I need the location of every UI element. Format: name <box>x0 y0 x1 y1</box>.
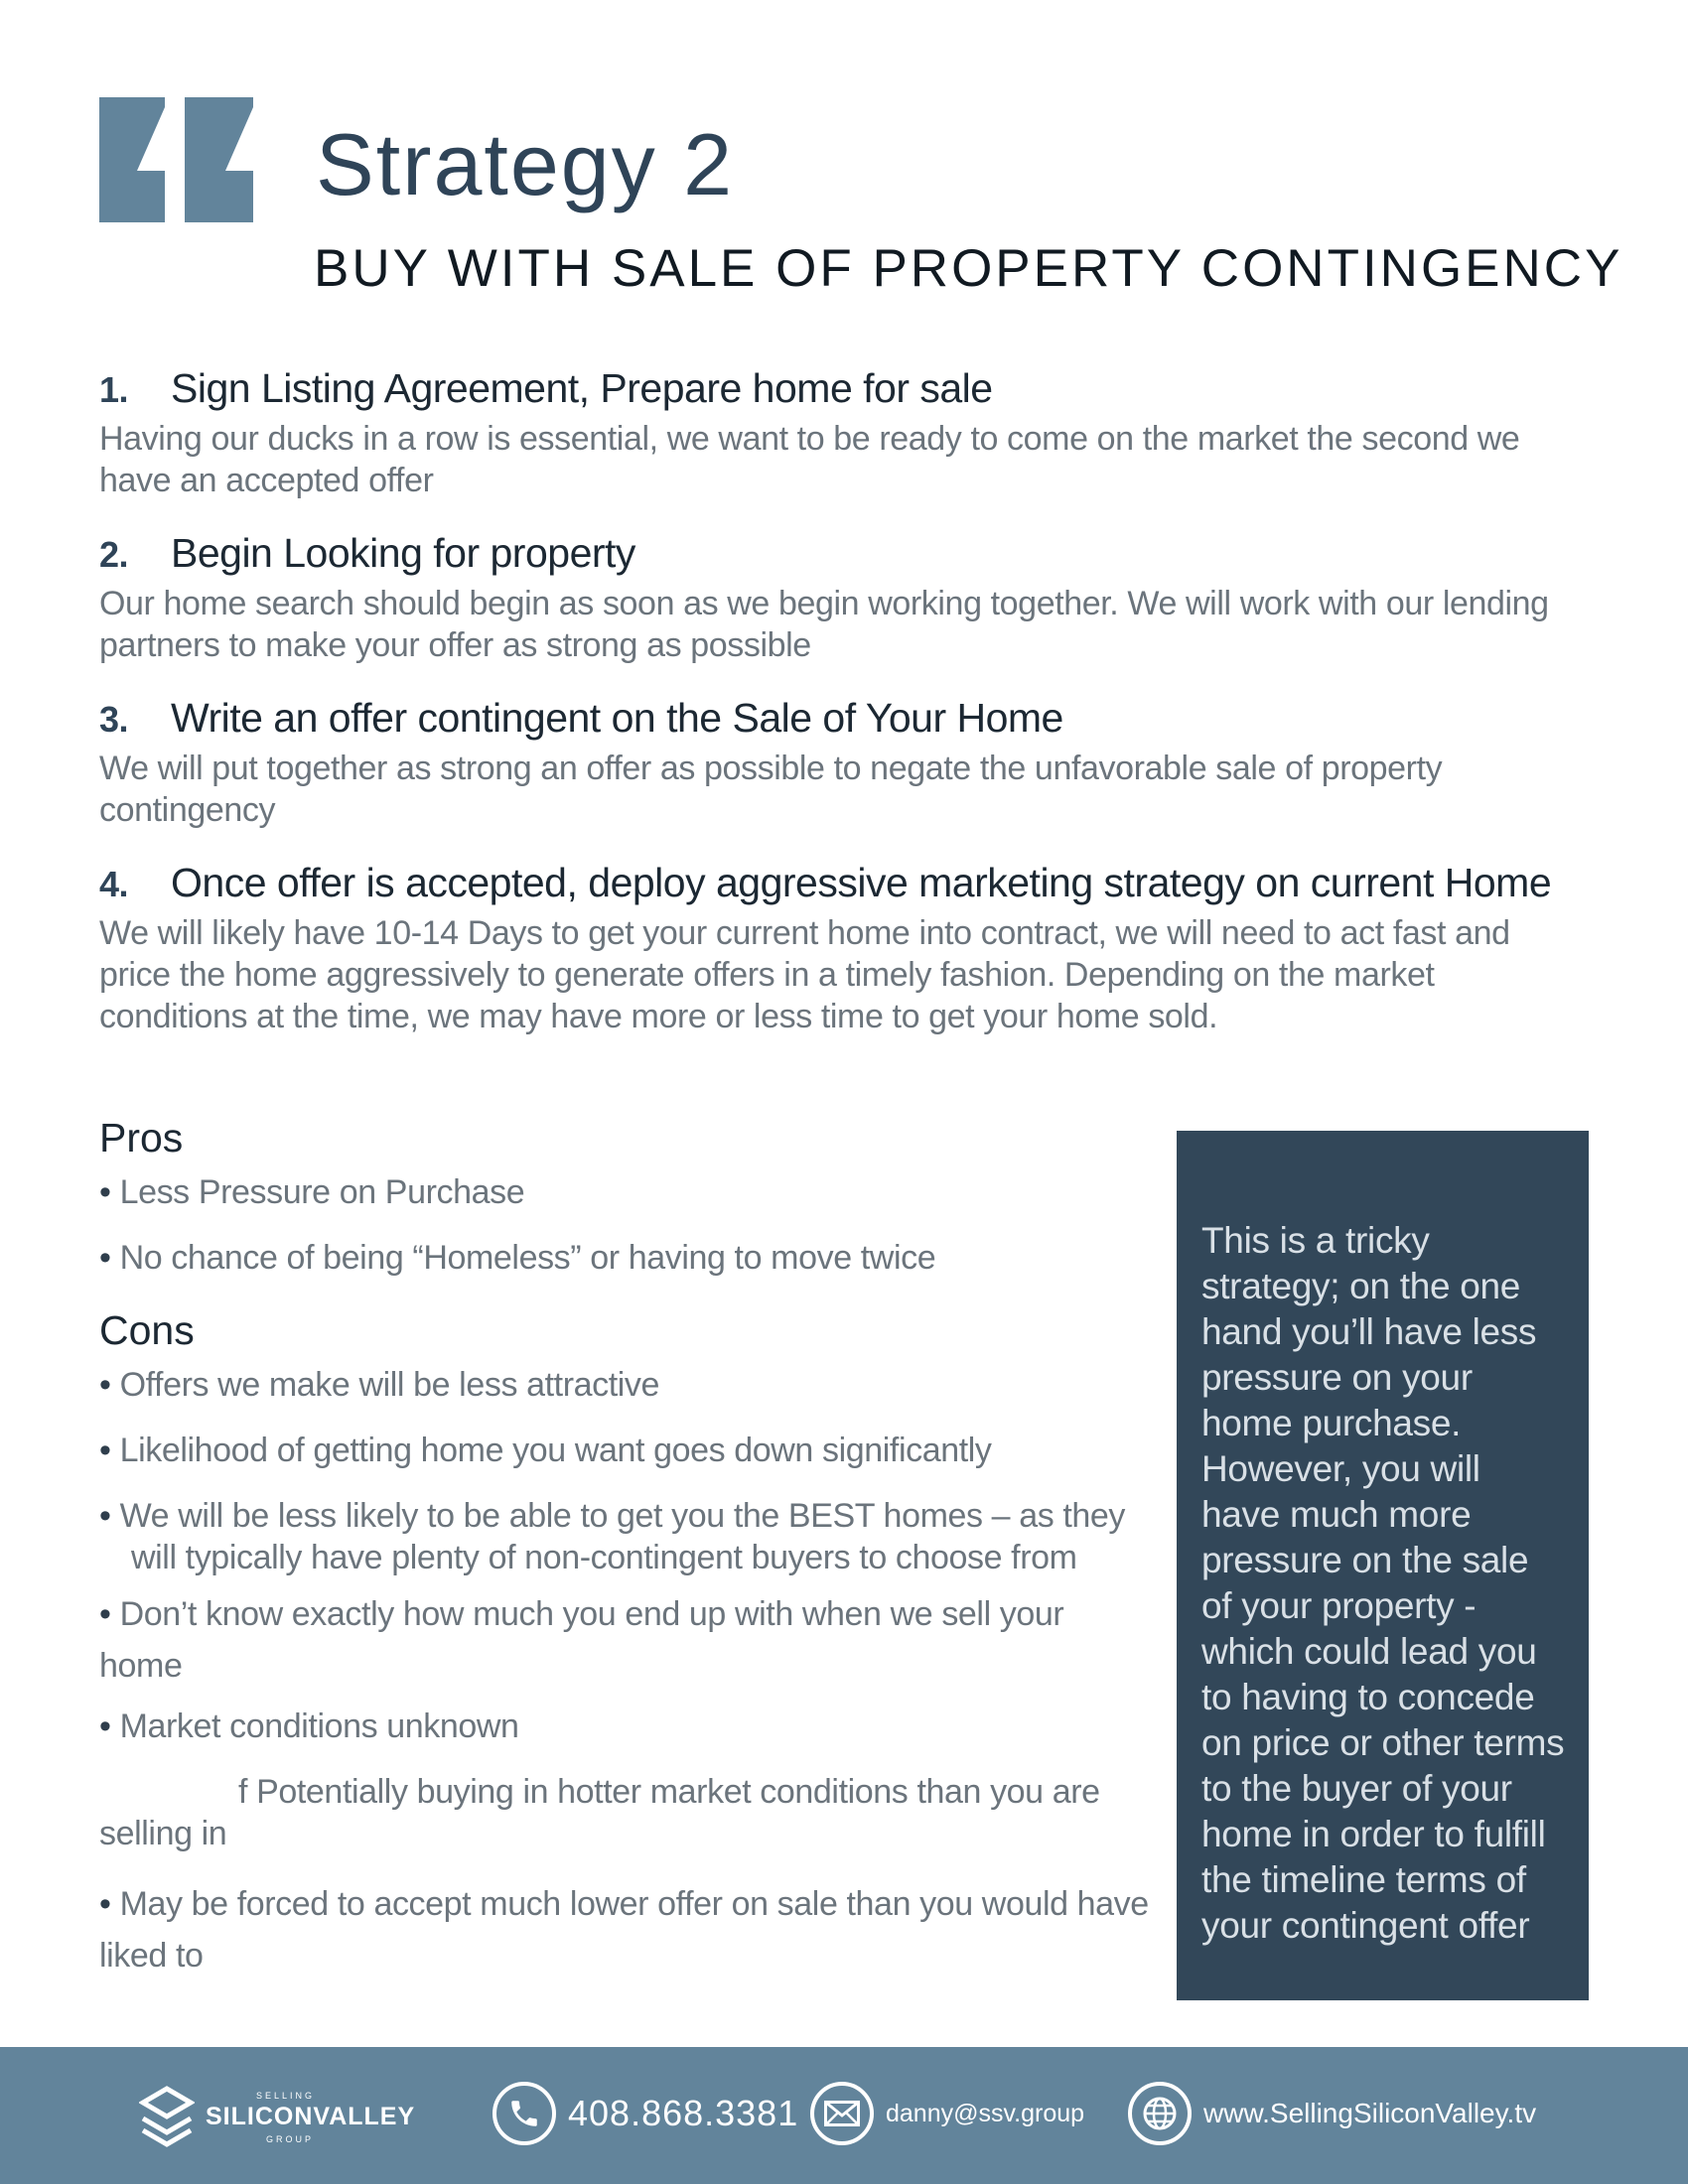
step-title: Once offer is accepted, deploy aggressive marketing strategy on current Home <box>171 860 1552 905</box>
cons-title: Cons <box>99 1307 195 1353</box>
bullet: • <box>99 1239 111 1277</box>
website-url: www.SellingSiliconValley.tv <box>1203 2098 1537 2128</box>
page-subtitle: BUY WITH SALE OF PROPERTY CONTINGENCY <box>314 239 1623 298</box>
company-logo <box>139 2085 422 2148</box>
website-contact[interactable] <box>1128 2082 1536 2145</box>
phone-icon <box>492 2082 556 2145</box>
cons-item: • Likelihood of getting home you want goes down significantly <box>99 1432 992 1469</box>
step-3 <box>99 692 1589 831</box>
step-number: 4. <box>99 864 129 904</box>
phone-number: 408.868.3381 <box>568 2093 799 2133</box>
logo-main-text: SILICONVALLEY <box>206 2103 416 2130</box>
bullet: • <box>99 1707 111 1745</box>
pros-cons <box>99 1110 1152 1995</box>
step-number: 1. <box>99 369 129 410</box>
logo-top-text: SELLING <box>256 2091 316 2101</box>
email-contact[interactable] <box>810 2082 1084 2145</box>
bullet: • <box>99 1497 111 1535</box>
sidebar-callout <box>1177 1131 1589 2000</box>
mail-icon <box>810 2082 874 2145</box>
cons-item: • Market conditions unknown <box>99 1707 519 1745</box>
bullet: • <box>99 1595 111 1633</box>
sidebar-text: This is a tricky strategy; on the one hand you’ll have less pressure on your home purchase. However, you will have much more pressure on the sale of your property - which could lead you to having to concede on price or other terms to the buyer of your home in order to fulfill the timeline terms of your contingent offer <box>1201 1220 1565 1946</box>
step-1 <box>99 362 1589 501</box>
logo-bottom-text: GROUP <box>266 2134 315 2144</box>
globe-icon <box>1128 2082 1192 2145</box>
logo-icon <box>139 2085 195 2148</box>
step-2 <box>99 527 1589 666</box>
phone-contact[interactable] <box>492 2082 798 2145</box>
steps-list <box>99 362 1589 1063</box>
bullet: • <box>99 1173 111 1211</box>
pros-item: • Less Pressure on Purchase <box>99 1173 525 1211</box>
step-description: We will likely have 10-14 Days to get your current home into contract, we will need to act fast and price the home aggressively to generate offers in a timely fashion. Depending on the market conditions at the time, we may have more or less time to get your home sold. <box>99 914 1510 1035</box>
step-description: We will put together as strong an offer as possible to negate the unfavorable sale of property contingency <box>99 750 1443 829</box>
bullet: • <box>99 1432 111 1469</box>
step-number: 3. <box>99 699 129 740</box>
cons-item: • Offers we make will be less attractive <box>99 1366 660 1404</box>
pros-title: Pros <box>99 1115 184 1160</box>
cons-item: • Don’t know exactly how much you end up with when we sell your home <box>99 1595 1064 1685</box>
step-title: Write an offer contingent on the Sale of Your Home <box>171 695 1063 741</box>
step-title: Begin Looking for property <box>171 530 635 576</box>
step-number: 2. <box>99 534 129 575</box>
page-title: Strategy 2 <box>316 115 735 213</box>
bullet: • <box>99 1366 111 1404</box>
pros-item: • No chance of being “Homeless” or having to move twice <box>99 1239 936 1277</box>
quote-icon <box>99 97 253 222</box>
cons-sub-item: f Potentially buying in hotter market conditions than you are selling in <box>99 1773 1100 1852</box>
footer <box>0 2047 1688 2184</box>
bullet: • <box>99 1885 111 1923</box>
step-description: Having our ducks in a row is essential, we want to be ready to come on the market the second we have an accepted offer <box>99 420 1520 499</box>
cons-item: • May be forced to accept much lower offer on sale than you would have liked to <box>99 1885 1149 1975</box>
cons-item: • We will be less likely to be able to get you the BEST homes – as they will typically have plenty of non-contingent buyers to choose from <box>99 1497 1126 1576</box>
step-title: Sign Listing Agreement, Prepare home for sale <box>171 365 993 411</box>
step-description: Our home search should begin as soon as we begin working together. We will work with our lending partners to make your offer as strong as possible <box>99 585 1549 664</box>
email-address: danny@ssv.group <box>886 2099 1085 2127</box>
step-4 <box>99 857 1589 1037</box>
